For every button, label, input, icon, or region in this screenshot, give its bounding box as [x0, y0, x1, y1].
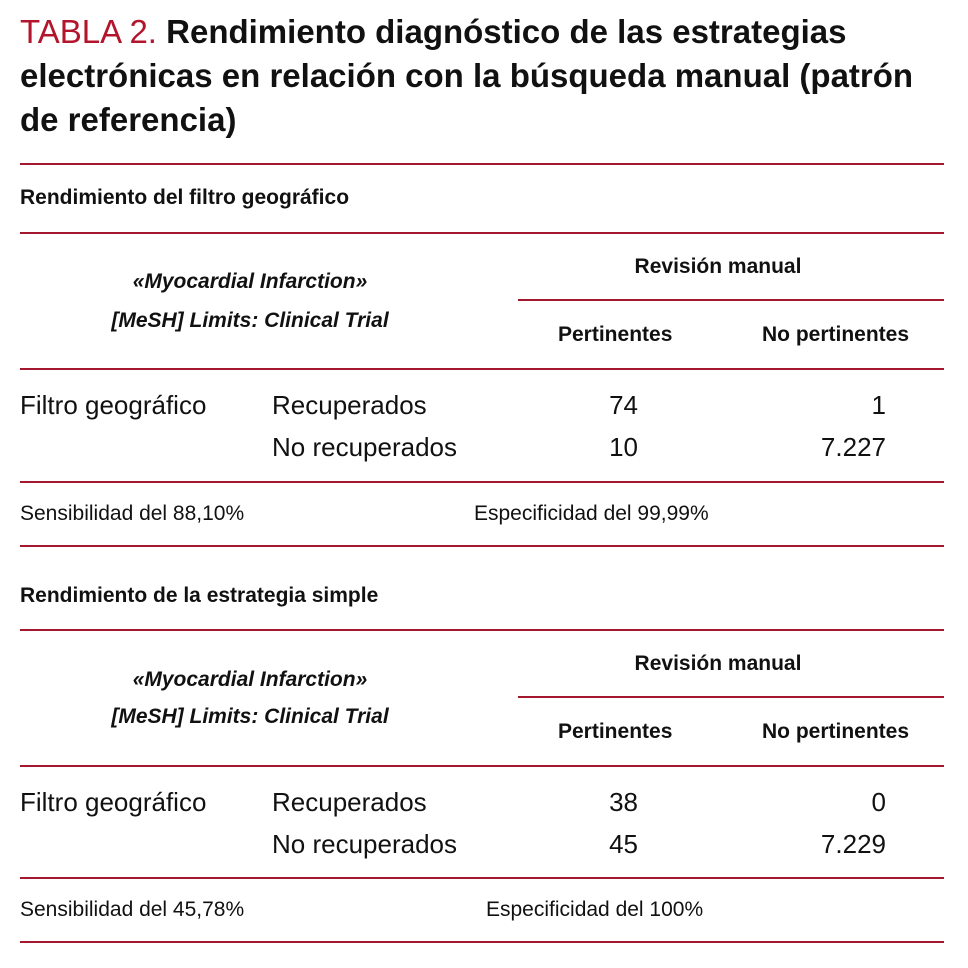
query-line: [MeSH] Limits: Clinical Trial	[111, 309, 389, 332]
specificity: Especificidad del 100%	[486, 898, 704, 921]
cell-not-relevant: 7.227	[820, 432, 886, 462]
cell-not-relevant: 1	[871, 390, 886, 420]
column-header-not-relevant: No pertinentes	[762, 323, 910, 346]
divider	[20, 232, 944, 234]
divider	[20, 877, 944, 879]
row-group-label: Filtro geográfico	[20, 787, 207, 817]
cell-relevant: 38	[609, 787, 638, 817]
sensitivity: Sensibilidad del 45,78%	[20, 898, 245, 921]
row-label: No recuperados	[272, 432, 457, 462]
query-line: [MeSH] Limits: Clinical Trial	[111, 705, 389, 728]
cell-not-relevant: 7.229	[820, 829, 886, 859]
cell-relevant: 45	[609, 829, 638, 859]
row-label: Recuperados	[272, 787, 427, 817]
row-label: No recuperados	[272, 829, 457, 859]
group-header: Revisión manual	[634, 255, 802, 278]
table-title	[20, 10, 950, 142]
cell-relevant: 10	[609, 432, 638, 462]
divider	[20, 481, 944, 483]
divider	[20, 765, 944, 767]
group-header: Revisión manual	[634, 652, 802, 675]
table-tag: TABLA 2.	[20, 13, 157, 50]
row-group-label: Filtro geográfico	[20, 390, 207, 420]
cell-relevant: 74	[609, 390, 638, 420]
divider	[518, 696, 944, 698]
section-heading: Rendimiento del filtro geográfico	[20, 186, 350, 209]
sensitivity: Sensibilidad del 88,10%	[20, 502, 245, 525]
query-line: «Myocardial Infarction»	[132, 668, 368, 691]
cell-not-relevant: 0	[871, 787, 886, 817]
query-line: «Myocardial Infarction»	[132, 270, 368, 293]
divider	[20, 629, 944, 631]
table-title-text: Rendimiento diagnóstico de las estrategias electrónicas en relación con la búsqueda manual (patrón de referencia)	[20, 13, 914, 138]
row-label: Recuperados	[272, 390, 427, 420]
column-header-relevant: Pertinentes	[558, 323, 673, 346]
divider	[20, 368, 944, 370]
divider	[518, 299, 944, 301]
column-header-relevant: Pertinentes	[558, 720, 673, 743]
column-header-not-relevant: No pertinentes	[762, 720, 910, 743]
specificity: Especificidad del 99,99%	[474, 502, 709, 525]
divider	[20, 941, 944, 943]
divider	[20, 545, 944, 547]
divider	[20, 163, 944, 165]
section-heading: Rendimiento de la estrategia simple	[20, 584, 379, 607]
